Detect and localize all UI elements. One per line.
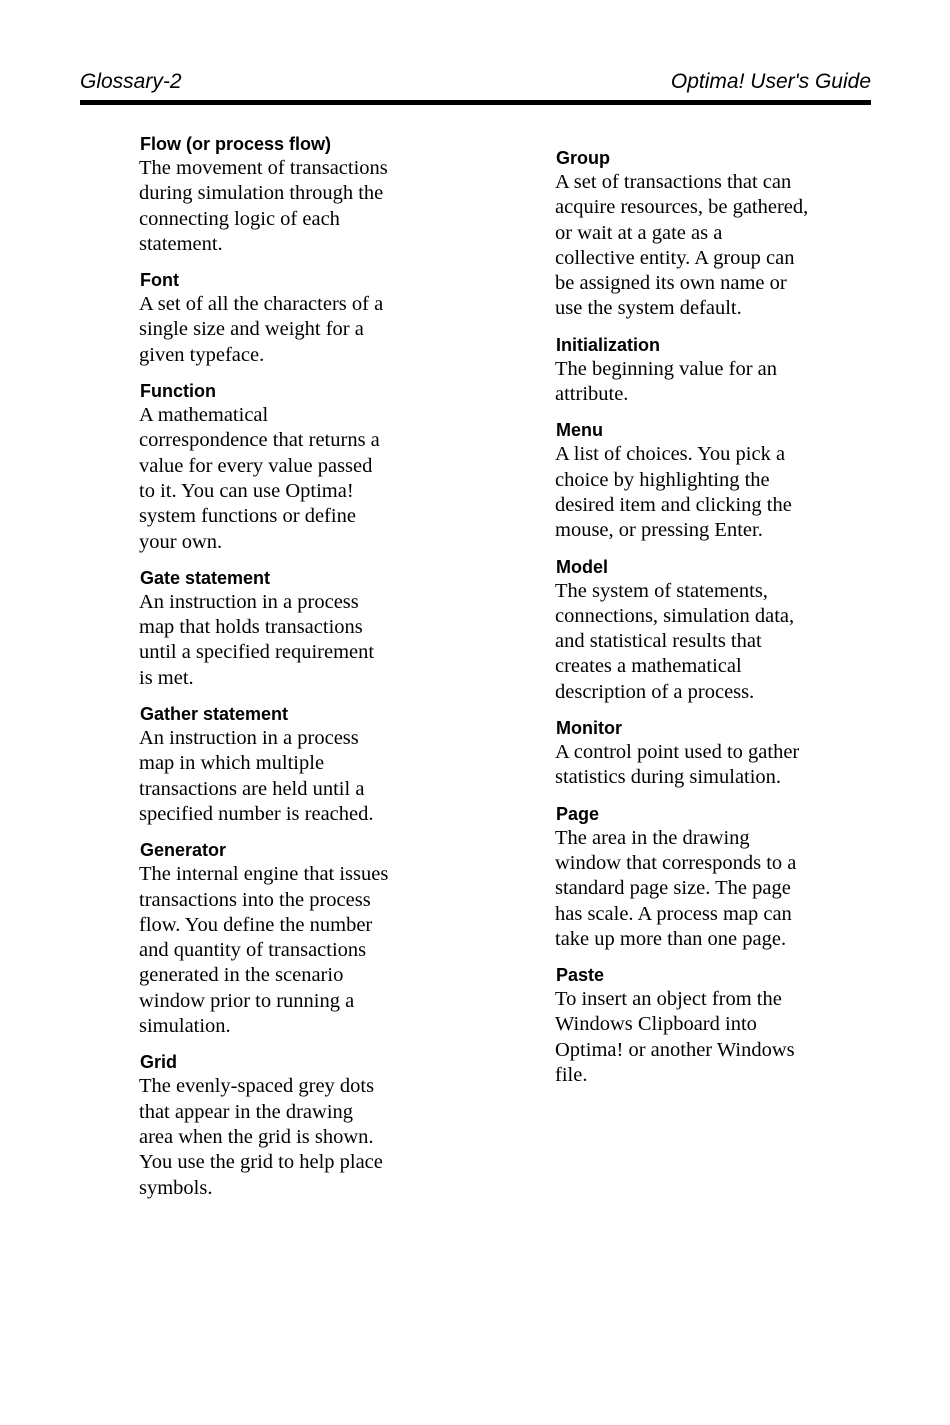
glossary-left-column — [139, 132, 429, 1212]
glossary-entry — [139, 132, 429, 257]
glossary-term: Gate statement — [140, 567, 271, 588]
glossary-entry — [139, 566, 429, 691]
glossary-entry — [139, 1050, 429, 1200]
glossary-term: Grid — [140, 1052, 178, 1073]
glossary-entry — [555, 418, 845, 543]
glossary-definition: A list of choices. You pick a choice by highlighting the desired item and clicking the mouse, or pressing Enter. — [555, 443, 792, 542]
glossary-entry — [139, 268, 429, 368]
header-rule — [80, 100, 871, 105]
book-title: Optima! User's Guide — [670, 70, 871, 93]
glossary-term: Function — [140, 381, 216, 402]
glossary-term: Page — [556, 803, 600, 824]
glossary-entry — [555, 146, 845, 322]
glossary-definition: An instruction in a process map in which multiple transactions are held until a specified number is reached. — [139, 727, 374, 825]
glossary-definition: The system of statements, connections, simulation data, and statistical results that creates a mathematical description of a process. — [555, 579, 795, 703]
glossary-entry — [139, 379, 429, 555]
glossary-definition: To insert an object from the Windows Clipboard into Optima! or another Windows file. — [555, 988, 795, 1087]
glossary-term: Font — [140, 270, 179, 291]
glossary-definition: The evenly-spaced grey dots that appear in the drawing area when the grid is shown. You use the grid to help place symbols. — [139, 1075, 383, 1199]
glossary-definition: The area in the drawing window that corresponds to a standard page size. The page has scale. A process map can take up more than one page. — [555, 826, 797, 950]
glossary-entry — [555, 963, 845, 1088]
glossary-term: Monitor — [556, 718, 622, 739]
glossary-entry — [139, 838, 429, 1039]
glossary-term: Flow (or process flow) — [140, 134, 332, 154]
page-header — [80, 68, 871, 98]
glossary-term: Paste — [556, 965, 605, 986]
glossary-definition: The movement of transactions during simulation through the connecting logic of each statement. — [139, 157, 388, 255]
glossary-definition: The beginning value for an attribute. — [555, 357, 778, 406]
glossary-definition: A set of transactions that can acquire resources, be gathered, or wait at a gate as a collective entity. A group can be assigned its own name or use the system default. — [555, 171, 809, 320]
glossary-definition: A control point used to gather statistics during simulation. — [555, 741, 800, 789]
glossary-term: Gather statement — [140, 704, 289, 725]
glossary-right-column — [555, 146, 845, 1099]
glossary-term: Group — [556, 148, 610, 168]
glossary-term: Menu — [556, 420, 603, 441]
glossary-definition: A set of all the characters of a single size and weight for a given typeface. — [139, 293, 384, 366]
glossary-term: Model — [556, 556, 608, 577]
glossary-definition: An instruction in a process map that holds transactions until a specified requirement is met. — [139, 590, 375, 689]
glossary-entry — [555, 333, 845, 408]
glossary-entry — [555, 802, 845, 952]
glossary-entry — [555, 716, 845, 791]
glossary-entry — [139, 702, 429, 827]
glossary-definition: The internal engine that issues transactions into the process flow. You define the number and quantity of transactions generated in the scenario window prior to running a simulation. — [139, 863, 389, 1038]
glossary-entry — [555, 555, 845, 705]
page-number-label: Glossary-2 — [80, 70, 182, 93]
glossary-term: Generator — [140, 840, 227, 861]
glossary-term: Initialization — [556, 334, 661, 355]
glossary-definition: A mathematical correspondence that returns a value for every value passed to it. You can use Optima! system functions or define your own. — [139, 404, 380, 553]
